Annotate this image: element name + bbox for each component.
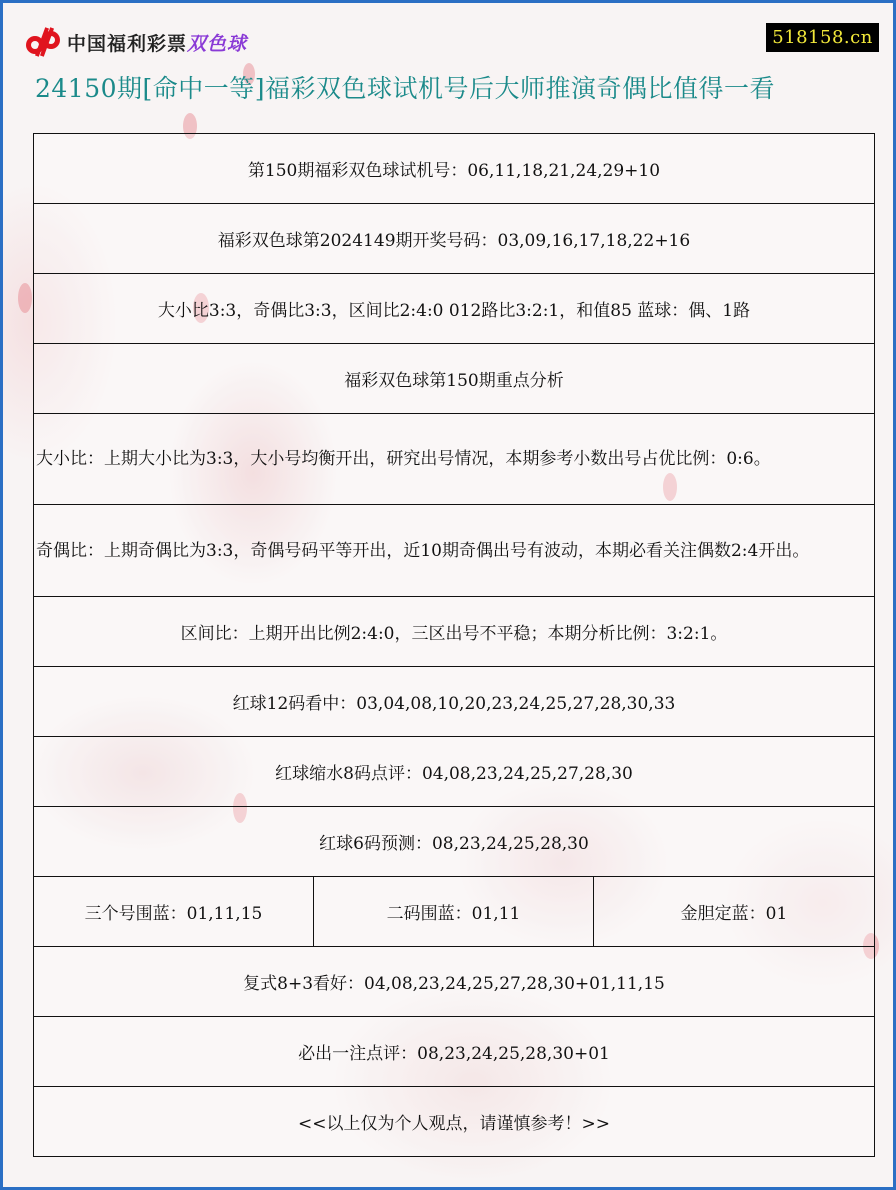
single-bet-cell: 必出一注点评：08,23,24,25,28,30+01 [34, 1017, 875, 1087]
table-row [34, 274, 875, 344]
logo-text-accent: 双色球 [187, 32, 248, 55]
analysis-heading-cell: 福彩双色球第150期重点分析 [34, 344, 875, 414]
last-draw-stats-cell: 大小比3:3，奇偶比3:3，区间比2:4:0 012路比3:2:1，和值85 蓝球：偶、1路 [34, 274, 875, 344]
table-row [34, 667, 875, 737]
red-12-cell: 红球12码看中：03,04,08,10,20,23,24,25,27,28,30,33 [34, 667, 875, 737]
prediction-table [33, 133, 875, 1157]
size-ratio-analysis-cell: 大小比：上期大小比为3:3，大小号均衡开出，研究出号情况，本期参考小数出号占优比例：0:6。 [34, 414, 875, 505]
table-row [34, 204, 875, 274]
china-welfare-lottery-logo-icon [23, 25, 63, 59]
table-row [34, 1087, 875, 1157]
site-badge[interactable]: 518158.cn [766, 23, 879, 52]
three-blue-cell: 三个号围蓝：01,11,15 [34, 877, 314, 947]
table-row [34, 807, 875, 877]
red-6-cell: 红球6码预测：08,23,24,25,28,30 [34, 807, 875, 877]
lottery-logo [23, 25, 247, 59]
disclaimer-cell: <<以上仅为个人观点，请谨慎参考！>> [34, 1087, 875, 1157]
red-8-cell: 红球缩水8码点评：04,08,23,24,25,27,28,30 [34, 737, 875, 807]
table-row [34, 737, 875, 807]
zone-ratio-analysis-cell: 区间比：上期开出比例2:4:0，三区出号不平稳；本期分析比例：3:2:1。 [34, 597, 875, 667]
logo-text [67, 29, 247, 56]
table-row [34, 134, 875, 204]
table-row [34, 597, 875, 667]
logo-text-main: 中国福利彩票 [67, 32, 188, 55]
table-row [34, 344, 875, 414]
table-row [34, 414, 875, 505]
decor-berry [18, 283, 32, 313]
trial-number-cell: 第150期福彩双色球试机号：06,11,18,21,24,29+10 [34, 134, 875, 204]
odd-even-analysis-cell: 奇偶比：上期奇偶比为3:3，奇偶号码平等开出，近10期奇偶出号有波动，本期必看关注偶数2:4开出。 [34, 505, 875, 597]
page-title: 24150期[命中一等]福彩双色球试机号后大师推演奇偶比值得一看 [35, 74, 776, 103]
gold-blue-cell: 金胆定蓝：01 [594, 877, 875, 947]
table-row [34, 877, 875, 947]
two-blue-cell: 二码围蓝：01,11 [314, 877, 594, 947]
last-draw-cell: 福彩双色球第2024149期开奖号码：03,09,16,17,18,22+16 [34, 204, 875, 274]
table-row [34, 947, 875, 1017]
table-row [34, 505, 875, 597]
table-row [34, 1017, 875, 1087]
compound-8-3-cell: 复式8+3看好：04,08,23,24,25,27,28,30+01,11,15 [34, 947, 875, 1017]
